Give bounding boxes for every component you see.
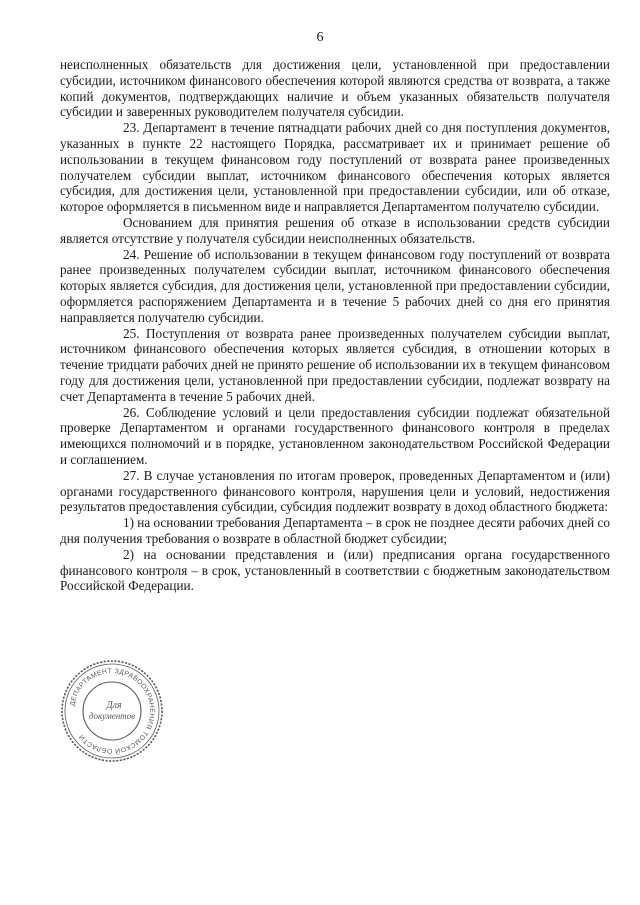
- stamp-center-line1: Для: [106, 700, 122, 711]
- stamp-center-line2: документов: [88, 711, 136, 721]
- paragraph-27-item-2: 2) на основании представления и (или) предписания органа государственного финансового контроля – в срок, установленный в соответствии с бюджетным законодательством Российской Федерации.: [60, 546, 610, 594]
- department-stamp: [58, 657, 166, 765]
- stamp-ring-text: ДЕПАРТАМЕНТ ЗДРАВООХРАНЕНИЯ ТОМСКОЙ ОБЛАСТИ: [69, 667, 156, 755]
- paragraph-continuation: неисполненных обязательств для достижения цели, установленной при предоставлении субсидии, источником финансового обеспечения которой являются средства от возврата, а также копий документов, подтверждающих наличие и объем указанных обязательств получателя субсидии и заверенных руководителем получателя субсидии.: [60, 57, 610, 120]
- paragraph-24: 24. Решение об использовании в текущем финансовом году поступлений от возврата ранее произведенных получателем субсидии выплат, источником финансового обеспечения которых является субсидия, для достижения цели, установленной при предоставлении субсидии, оформляется распоряжением Департамента и в течение 5 рабочих дней со дня его принятия направляется получателю субсидии.: [60, 246, 610, 325]
- paragraph-refusal-basis: Основанием для принятия решения об отказе в использовании средств субсидии является отсутствие у получателя субсидии неисполненных обязательств.: [60, 214, 610, 246]
- paragraph-26: 26. Соблюдение условий и цели предоставления субсидии подлежат обязательной проверке Департаментом и органами государственного финансового контроля в пределах имеющихся полномочий и в порядке, установленном законодательством Российской Федерации и соглашением.: [60, 404, 610, 467]
- paragraph-27: 27. В случае установления по итогам проверок, проведенных Департаментом и (или) органами государственного финансового контроля, нарушения цели и условий, недостижения результатов предоставления субсидии, субсидия подлежит возврату в доход областного бюджета:: [60, 467, 610, 515]
- paragraph-23: 23. Департамент в течение пятнадцати рабочих дней со дня поступления документов, указанных в пункте 22 настоящего Порядка, рассматривает их и принимает решение об использовании в текущем финансовом году поступлений от возврата ранее произведенных получателем субсидии выплат, источником финансового обеспечения которых является субсидия, для достижения цели, установленной при предоставлении субсидии, или об отказе, которое оформляется в письменном виде и направляется Департаментом получателю субсидии.: [60, 120, 610, 215]
- paragraph-27-item-1: 1) на основании требования Департамента – в срок не позднее десяти рабочих дней со дня получения требования о возврате в областной бюджет субсидии;: [60, 515, 610, 546]
- page-number: 6: [316, 30, 324, 45]
- paragraph-25: 25. Поступления от возврата ранее произведенных получателем субсидии выплат, источником финансового обеспечения которых является субсидия, в отношении которых в течение тридцати рабочих дней не принято решение об использовании их в текущем финансовом году для достижения цели, установленной при предоставлении субсидии, подлежат возврату на счет Департамента в течение 5 рабочих дней.: [60, 325, 610, 404]
- document-body: [60, 57, 610, 594]
